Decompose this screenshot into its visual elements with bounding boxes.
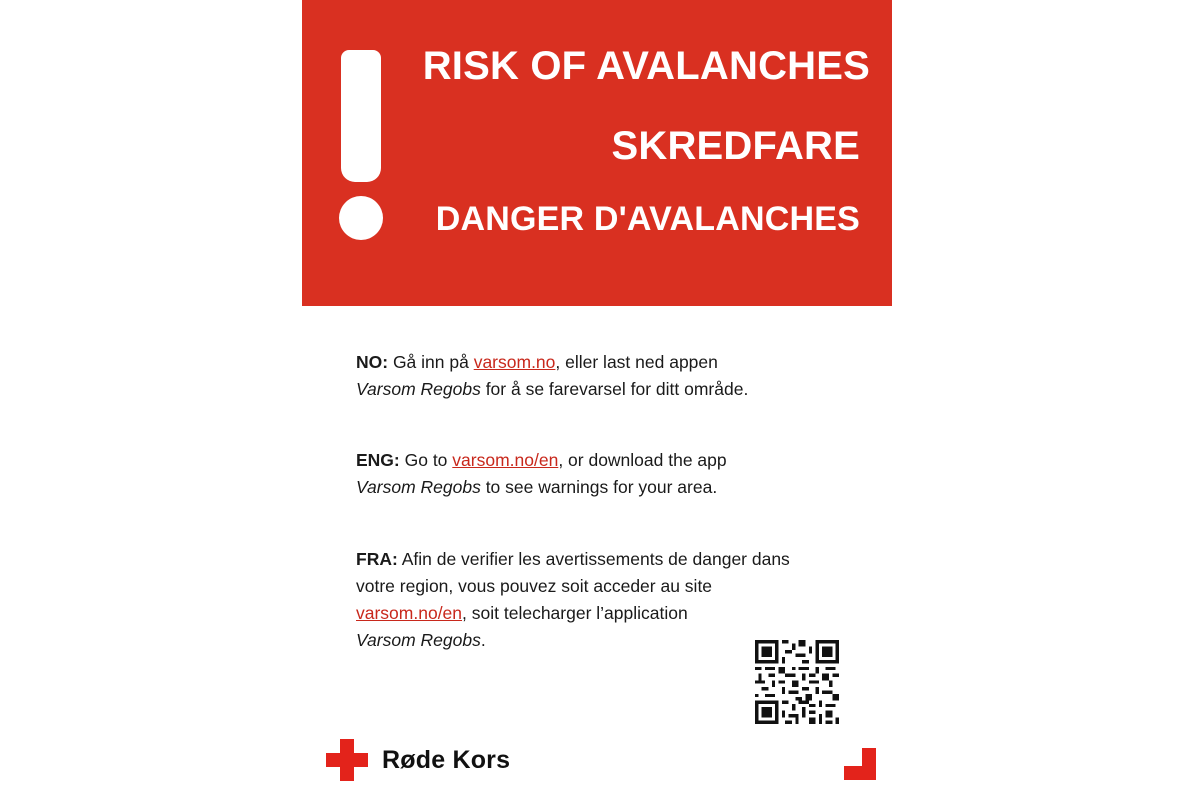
lang-label-eng: ENG: xyxy=(356,450,400,470)
warning-banner xyxy=(302,0,892,306)
red-cross-icon xyxy=(326,739,368,781)
text-no-3: for å se farevarsel for ditt område. xyxy=(480,379,749,399)
link-varsom-en-fra[interactable]: varsom.no/en xyxy=(356,603,463,623)
app-name-fra: Varsom Regobs xyxy=(356,630,481,650)
paragraph-french xyxy=(356,546,836,654)
red-cross-logo xyxy=(326,738,510,782)
link-varsom-en[interactable]: varsom.no/en xyxy=(452,450,559,470)
headline-english: RISK OF AVALANCHES xyxy=(422,44,870,88)
text-fra-2: votre region, vous pouvez soit acceder au site xyxy=(356,576,713,596)
app-name-eng: Varsom Regobs xyxy=(356,477,481,497)
text-fra-1: Afin de verifier les avertissements de danger dans xyxy=(397,549,790,569)
headline-french: DANGER D'AVALANCHES xyxy=(435,200,860,238)
lang-label-no: NO: xyxy=(356,352,389,372)
corner-mark-icon xyxy=(844,748,876,780)
lang-label-fra: FRA: xyxy=(356,549,398,569)
avalanche-poster xyxy=(302,0,892,800)
link-varsom-no[interactable]: varsom.no xyxy=(473,352,556,372)
text-eng-2: , or download the app xyxy=(558,450,727,470)
app-name-no: Varsom Regobs xyxy=(356,379,481,399)
qr-code-icon[interactable] xyxy=(754,640,840,724)
brand-name: Røde Kors xyxy=(382,745,511,774)
text-no-1: Gå inn på xyxy=(388,352,474,372)
paragraph-english xyxy=(356,447,836,501)
text-fra-4: . xyxy=(480,630,486,650)
text-eng-3: to see warnings for your area. xyxy=(480,477,718,497)
text-fra-3: , soit telecharger l’application xyxy=(462,603,688,623)
text-eng-1: Go to xyxy=(399,450,453,470)
headline-norwegian: SKREDFARE xyxy=(611,124,860,168)
text-no-2: , eller last ned appen xyxy=(555,352,718,372)
paragraph-norwegian xyxy=(356,349,836,403)
